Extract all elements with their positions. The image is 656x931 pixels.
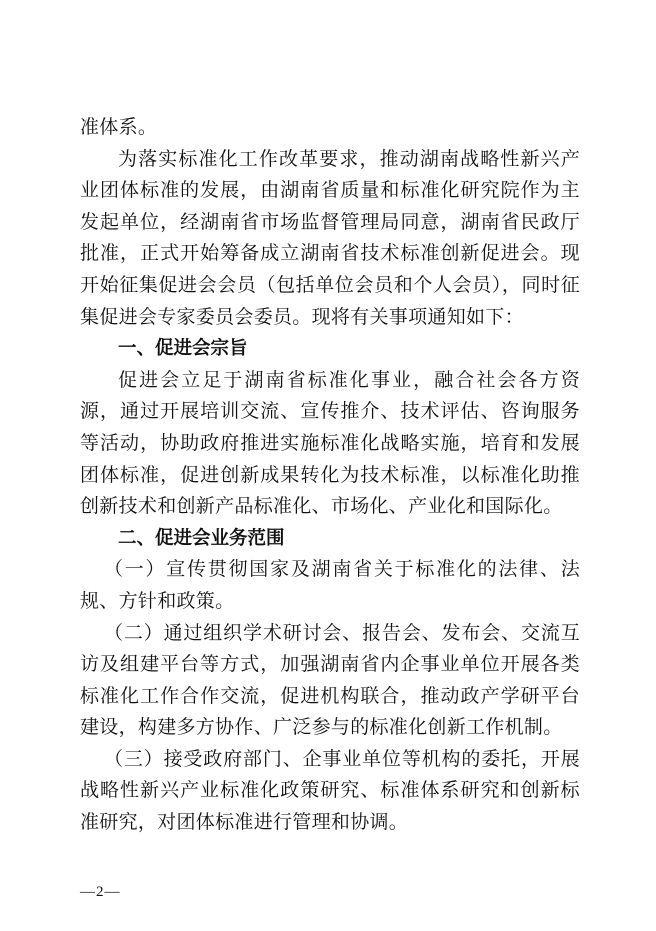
- scope-item-3: （三）接受政府部门、企事业单位等机构的委托，开展战略性新兴产业标准化政策研究、标准体系研究和创新标准研究，对团体标准进行管理和协调。: [80, 747, 580, 834]
- paragraph-purpose: 促进会立足于湖南省标准化事业，融合社会各方资源，通过开展培训交流、宣传推介、技术评估、咨询服务等活动，协助政府推进实施标准化战略实施，培育和发展团体标准，促进创新成果转化为技术标准，以标准化助推创新技术和创新产品标准化、市场化、产业化和国际化。: [80, 368, 580, 518]
- section-heading-purpose: 一、促进会宗旨: [118, 338, 248, 360]
- section-heading-scope: 二、促进会业务范围: [118, 527, 285, 549]
- paragraph-intro: 为落实标准化工作改革要求，推动湖南战略性新兴产业团体标准的发展，由湖南省质量和标准化研究院作为主发起单位，经湖南省市场监督管理局同意，湖南省民政厅批准，正式开始筹备成立湖南省技术标准创新促进会。现开始征集促进会会员（包括单位会员和个人会员），同时征集促进会专家委员会委员。现将有关事项通知如下：: [80, 147, 580, 328]
- scope-item-1: （一）宣传贯彻国家及湖南省关于标准化的法律、法规、方针和政策。: [80, 558, 580, 612]
- scope-item-2: （二）通过组织学术研讨会、报告会、发布会、交流互访及组建平台等方式，加强湖南省内企事业单位开展各类标准化工作合作交流，促进机构联合，推动政产学研平台建设，构建多方协作、广泛参与的标准化创新工作机制。: [80, 621, 580, 739]
- paragraph-continuation: 准体系。: [80, 116, 158, 138]
- document-body: [80, 112, 580, 839]
- page-number: —2—: [80, 884, 121, 900]
